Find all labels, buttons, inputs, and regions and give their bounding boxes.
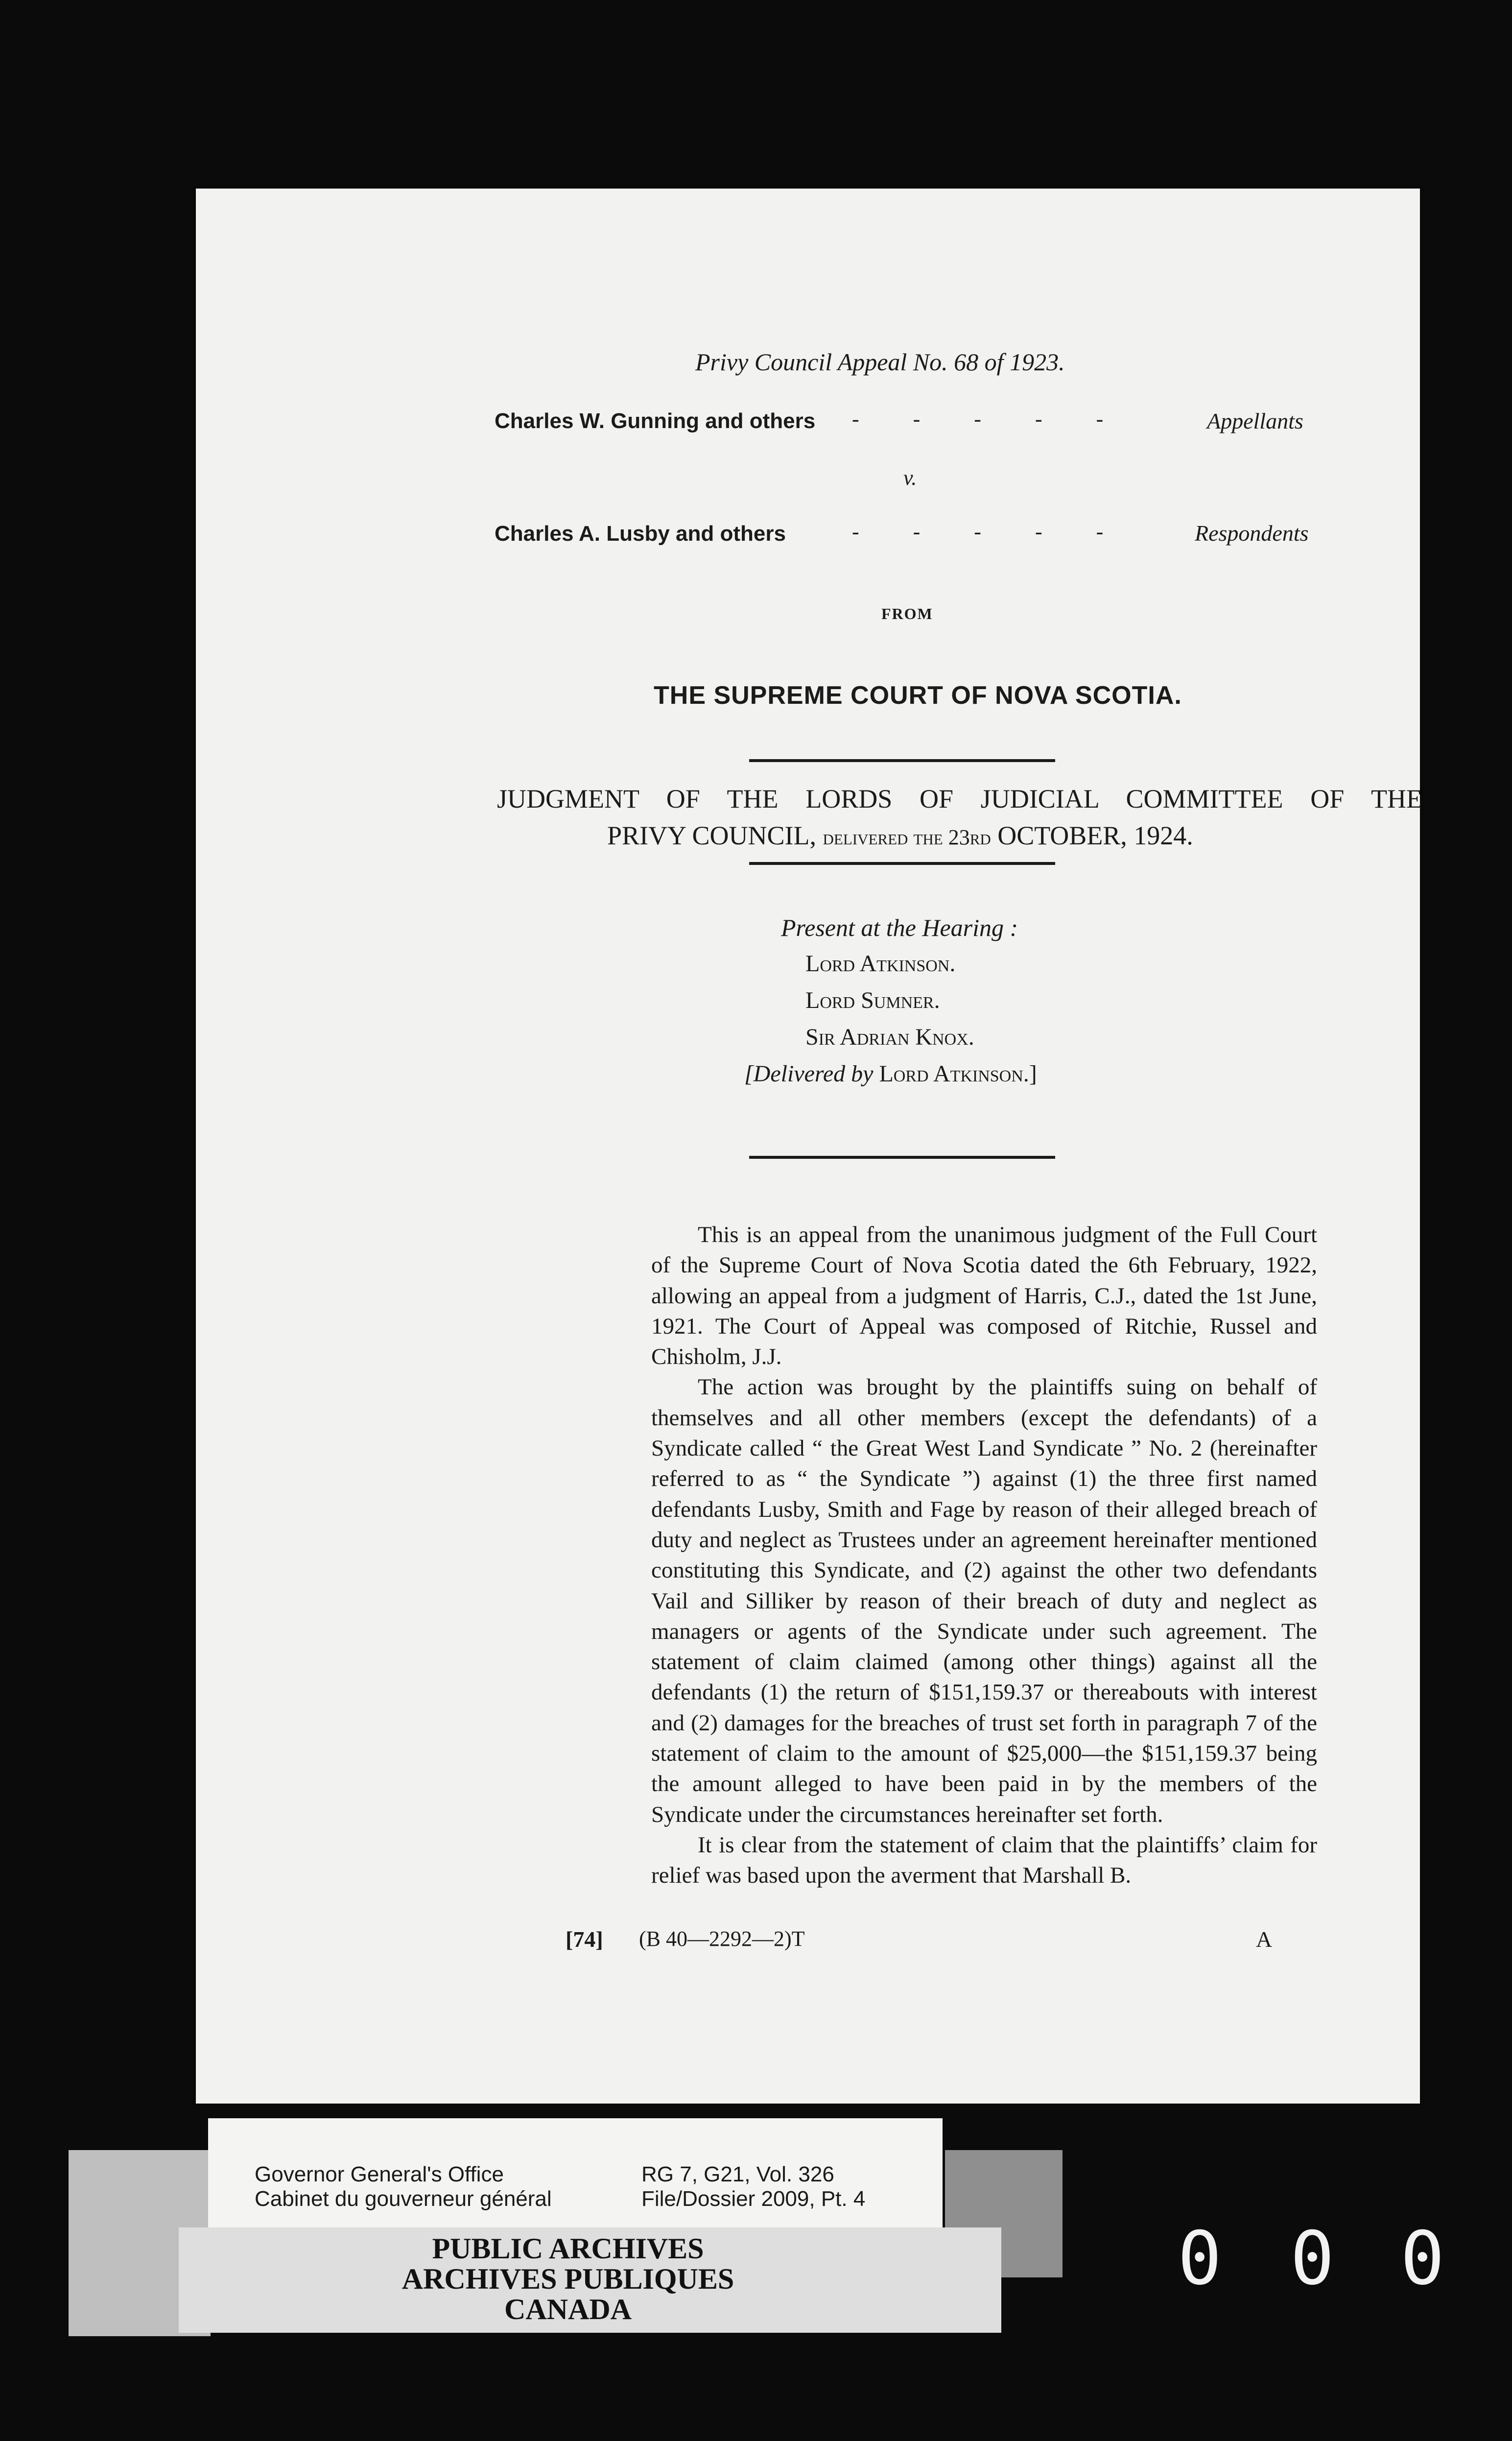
from-label: FROM bbox=[881, 605, 933, 622]
respondent-role: Respondents bbox=[1195, 521, 1309, 546]
archive-title-line-1: PUBLIC ARCHIVES bbox=[432, 2232, 704, 2265]
body-paragraph: It is clear from the statement of claim that the plaintiffs’ claim for relief was based upon the averment that Marshall B. bbox=[651, 1832, 1317, 1889]
judgment-line-2 bbox=[607, 820, 1193, 851]
judgment-line-1: JUDGMENT OF THE LORDS OF JUDICIAL COMMITTEE OF THE bbox=[497, 784, 1422, 814]
judgment-line-2-a: PRIVY COUNCIL, bbox=[607, 821, 817, 850]
appellant-dashes: - - - - - bbox=[852, 407, 1104, 431]
delivered-name: Lord Atkinson.] bbox=[879, 1061, 1037, 1087]
rule-1 bbox=[749, 759, 1055, 762]
versus: v. bbox=[903, 466, 917, 490]
rule-3 bbox=[749, 1156, 1055, 1159]
footer-signature: A bbox=[1256, 1927, 1273, 1952]
frame-digit-3: 0 bbox=[1400, 2216, 1446, 2301]
archive-title bbox=[313, 2233, 823, 2324]
hearing-heading: Present at the Hearing : bbox=[781, 914, 1018, 941]
frame-digit-1: 0 bbox=[1178, 2216, 1223, 2301]
respondent-name: Charles A. Lusby and others bbox=[495, 522, 786, 546]
ref-line-1: RG 7, G21, Vol. 326 bbox=[641, 2162, 834, 2186]
court-name: THE SUPREME COURT OF NOVA SCOTIA. bbox=[654, 681, 1182, 710]
judge-2: Lord Sumner. bbox=[805, 987, 940, 1013]
judge-1: Lord Atkinson. bbox=[805, 951, 956, 977]
footer-print-ref: (B 40—2292—2)T bbox=[639, 1927, 805, 1951]
judgment-body bbox=[651, 1220, 1317, 1891]
footer-page-code: [74] bbox=[566, 1927, 603, 1952]
judgment-line-2-c: OCTOBER, 1924. bbox=[997, 821, 1193, 850]
archive-reference-label bbox=[208, 2118, 943, 2228]
body-paragraph: The action was brought by the plaintiffs suing on behalf of themselves and all other members (except the defendants) of a Syndicate called “ the Great West Land Syndicate ” No. 2 (hereinafter referred to as “ the Syndicate ”) against (1) the three first named defendants Lusby, Smith and Fage by reason of their alleged breach of duty and neglect as Trustees under an agreement hereinafter mentioned constituting this Syndicate, and (2) against the other two defendants Vail and Silliker by reason of their breach of duty and neglect as managers or agents of the Syndicate under such agreement. The statement of claim claimed (among other things) against all the defendants (1) the return of $151,159.37 or thereabouts with interest and (2) damages for the breaches of trust set forth in paragraph 7 of the statement of claim to the amount of $25,000—the $151,159.37 being the amount alleged to have been paid in by the members of the Syndicate under the circumstances hereinafter set forth. bbox=[651, 1374, 1317, 1827]
judgment-line-2-b: delivered the 23rd bbox=[823, 825, 991, 849]
archive-title-line-3: CANADA bbox=[504, 2293, 632, 2325]
ref-line-2: File/Dossier 2009, Pt. 4 bbox=[641, 2187, 866, 2211]
appeal-number: Privy Council Appeal No. 68 of 1923. bbox=[695, 348, 1065, 376]
delivered-prefix: [Delivered by bbox=[744, 1061, 874, 1087]
appellant-role: Appellants bbox=[1207, 408, 1303, 433]
judge-3: Sir Adrian Knox. bbox=[805, 1024, 974, 1050]
rule-2 bbox=[749, 862, 1055, 865]
office-fr: Cabinet du gouverneur général bbox=[255, 2187, 552, 2211]
delivered-by bbox=[744, 1060, 1037, 1087]
archive-title-line-2: ARCHIVES PUBLIQUES bbox=[402, 2263, 734, 2295]
office-en: Governor General's Office bbox=[255, 2162, 504, 2186]
respondent-dashes: - - - - - bbox=[852, 520, 1104, 544]
body-paragraph: This is an appeal from the unanimous judgment of the Full Court of the Supreme Court of Nova Scotia dated the 6th February, 1922, allowing an appeal from a judgment of Harris, C.J., dated the 1st June, 1921. The Court of Appeal was composed of Ritchie, Russel and Chisholm, J.J. bbox=[651, 1222, 1317, 1370]
frame-digit-2: 0 bbox=[1290, 2216, 1336, 2301]
appellant-name: Charles W. Gunning and others bbox=[495, 409, 816, 433]
